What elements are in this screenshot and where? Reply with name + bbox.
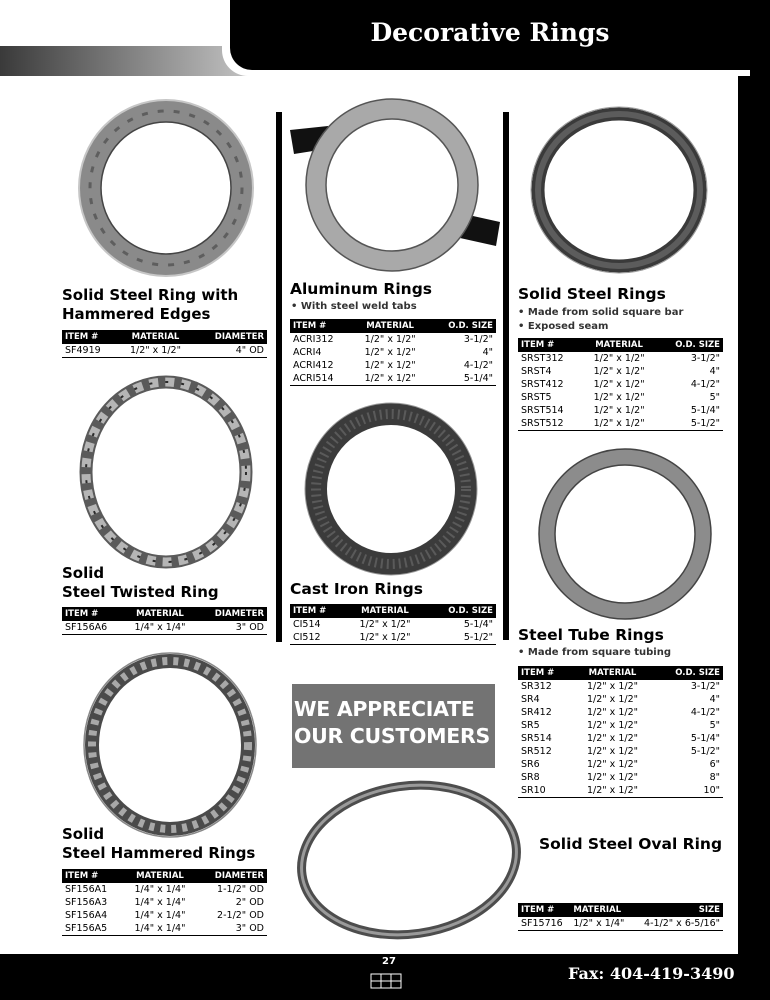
hammered-ring-image	[82, 652, 258, 838]
solid-steel-rings-title: Solid Steel Rings	[518, 285, 666, 303]
page-ornament-icon	[370, 972, 402, 990]
table-row: ACRI412 1/2" x 1/2" 4-1/2"	[293, 360, 493, 371]
hammered-edges-table	[62, 330, 267, 358]
col-diameter: DIAMETER	[196, 607, 267, 621]
promo-banner: WE APPRECIATE OUR CUSTOMERS	[292, 684, 495, 768]
table-row: ACRI312 1/2" x 1/2" 3-1/2"	[293, 334, 493, 345]
hammered-rings-table	[62, 869, 267, 936]
aluminum-rings-table	[290, 319, 496, 386]
right-edge-bar	[738, 0, 770, 1000]
col-material: MATERIAL	[345, 604, 425, 618]
col-item: ITEM #	[518, 666, 573, 680]
aluminum-ring-image	[288, 96, 502, 274]
col-material: MATERIAL	[582, 338, 657, 352]
steel-tube-rings-table	[518, 666, 723, 798]
table-row: SF156A4 1/4" x 1/4" 2-1/2" OD	[65, 910, 264, 921]
col-material: MATERIAL	[124, 869, 197, 883]
table-row: SR10 1/2" x 1/2" 10"	[518, 784, 723, 798]
col-material: MATERIAL	[570, 903, 633, 917]
col-size: O.D. SIZE	[652, 666, 723, 680]
fax-number: Fax: 404-419-3490	[568, 964, 735, 983]
col-material: MATERIAL	[118, 330, 194, 344]
aluminum-rings-title: Aluminum Rings	[290, 280, 433, 298]
table-row: SRST412 1/2" x 1/2" 4-1/2"	[521, 379, 720, 390]
table-row: SRST512 1/2" x 1/2" 5-1/2"	[518, 417, 723, 431]
col-material: MATERIAL	[573, 666, 652, 680]
oval-ring-image	[294, 778, 524, 942]
col-diameter: DIAMETER	[196, 869, 267, 883]
steel-tube-bullet: • Made from square tubing	[518, 647, 671, 658]
col-diameter: DIAMETER	[193, 330, 267, 344]
solid-steel-rings-table	[518, 338, 723, 431]
col-item: ITEM #	[62, 607, 124, 621]
page-number: 27	[382, 956, 396, 967]
solid-steel-bullet-2: • Exposed seam	[518, 321, 609, 332]
table-row: SR5 1/2" x 1/2" 5"	[521, 720, 720, 731]
hammered-edges-title: Solid Steel Ring with Hammered Edges	[62, 286, 239, 323]
col-item: ITEM #	[518, 903, 570, 917]
table-row: SF156A3 1/4" x 1/4" 2" OD	[65, 897, 264, 908]
col-item: ITEM #	[62, 869, 124, 883]
column-divider-left	[276, 112, 282, 642]
aluminum-bullet: • With steel weld tabs	[291, 301, 417, 312]
table-row: SF156A6 1/4" x 1/4" 3" OD	[62, 621, 267, 635]
col-material: MATERIAL	[124, 607, 197, 621]
table-row: SF15716 1/2" x 1/4" 4-1/2" x 6-5/16"	[518, 917, 723, 931]
table-row: SR312 1/2" x 1/2" 3-1/2"	[521, 681, 720, 692]
col-size: O.D. SIZE	[428, 319, 496, 333]
col-item: ITEM #	[62, 330, 118, 344]
hammered-rings-title: Solid Steel Hammered Rings	[62, 825, 256, 862]
table-row: SRST312 1/2" x 1/2" 3-1/2"	[521, 353, 720, 364]
col-item: ITEM #	[290, 319, 352, 333]
cast-iron-ring-image	[304, 402, 478, 576]
table-row: SRST514 1/2" x 1/2" 5-1/4"	[521, 405, 720, 416]
table-row: SR8 1/2" x 1/2" 8"	[521, 772, 720, 783]
table-row: SF4919 1/2" x 1/2" 4" OD	[62, 344, 267, 358]
twisted-ring-table	[62, 607, 267, 635]
table-row: SR512 1/2" x 1/2" 5-1/2"	[521, 746, 720, 757]
col-item: ITEM #	[290, 604, 345, 618]
cast-iron-rings-table	[290, 604, 496, 645]
table-row: SR514 1/2" x 1/2" 5-1/4"	[521, 733, 720, 744]
table-row: CI514 1/2" x 1/2" 5-1/4"	[293, 619, 493, 630]
table-row: SF156A1 1/4" x 1/4" 1-1/2" OD	[65, 884, 264, 895]
solid-steel-bullet-1: • Made from solid square bar	[518, 307, 684, 318]
table-row: SR6 1/2" x 1/2" 6"	[521, 759, 720, 770]
col-size: O.D. SIZE	[656, 338, 723, 352]
table-row: SR4 1/2" x 1/2" 4"	[521, 694, 720, 705]
oval-ring-table	[518, 903, 723, 931]
header-bar	[230, 0, 750, 70]
table-row: ACRI514 1/2" x 1/2" 5-1/4"	[290, 372, 496, 386]
oval-ring-title: Solid Steel Oval Ring	[539, 835, 723, 853]
solid-steel-ring-image	[528, 104, 710, 276]
header-tab	[222, 0, 750, 76]
table-row: SR412 1/2" x 1/2" 4-1/2"	[521, 707, 720, 718]
column-divider-right	[503, 112, 509, 640]
table-row: SRST5 1/2" x 1/2" 5"	[521, 392, 720, 403]
twisted-ring-title: Solid Steel Twisted Ring	[62, 564, 219, 601]
cast-iron-rings-title: Cast Iron Rings	[290, 580, 423, 598]
page-title: Decorative Rings	[370, 18, 610, 47]
col-size: O.D. SIZE	[425, 604, 496, 618]
col-size: SIZE	[633, 903, 723, 917]
col-item: ITEM #	[518, 338, 582, 352]
hammered-edge-ring-image	[78, 98, 254, 278]
twisted-ring-image	[76, 372, 256, 572]
col-material: MATERIAL	[352, 319, 428, 333]
steel-tube-rings-title: Steel Tube Rings	[518, 626, 664, 644]
table-row: CI512 1/2" x 1/2" 5-1/2"	[290, 631, 496, 645]
table-row: SF156A5 1/4" x 1/4" 3" OD	[62, 922, 267, 936]
table-row: SRST4 1/2" x 1/2" 4"	[521, 366, 720, 377]
table-row: ACRI4 1/2" x 1/2" 4"	[293, 347, 493, 358]
steel-tube-ring-image	[538, 448, 712, 620]
